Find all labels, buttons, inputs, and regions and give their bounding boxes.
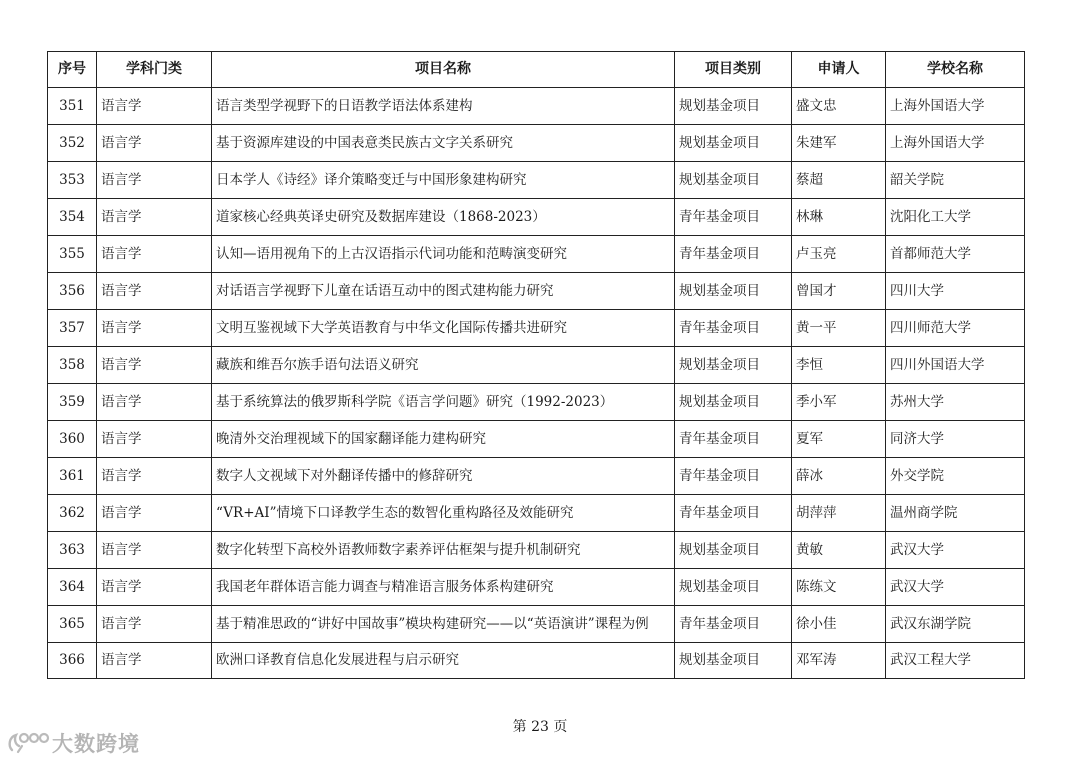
cell-project-category: 青年基金项目: [675, 606, 792, 643]
cell-project-category: 规划基金项目: [675, 569, 792, 606]
cell-project-category: 规划基金项目: [675, 532, 792, 569]
header-school: 学校名称: [886, 52, 1025, 88]
cell-project-category: 青年基金项目: [675, 458, 792, 495]
header-project-name: 项目名称: [212, 52, 675, 88]
cell-discipline: 语言学: [97, 606, 212, 643]
cell-school: 武汉东湖学院: [886, 606, 1025, 643]
cell-applicant: 薛冰: [792, 458, 886, 495]
table-row: [48, 643, 1025, 679]
cell-project-name: 语言类型学视野下的日语教学语法体系建构: [212, 88, 675, 125]
table-row: [48, 532, 1025, 569]
cell-discipline: 语言学: [97, 88, 212, 125]
brand-logo-icon: [6, 728, 50, 758]
cell-school: 苏州大学: [886, 384, 1025, 421]
cell-project-name: 基于系统算法的俄罗斯科学院《语言学问题》研究（1992-2023）: [212, 384, 675, 421]
cell-project-category: 青年基金项目: [675, 421, 792, 458]
cell-project-name: 我国老年群体语言能力调查与精准语言服务体系构建研究: [212, 569, 675, 606]
table-row: [48, 162, 1025, 199]
table-row: [48, 384, 1025, 421]
cell-applicant: 胡萍萍: [792, 495, 886, 532]
table-row: [48, 88, 1025, 125]
cell-discipline: 语言学: [97, 458, 212, 495]
cell-discipline: 语言学: [97, 125, 212, 162]
cell-serial: 359: [48, 384, 97, 421]
cell-project-name: 欧洲口译教育信息化发展进程与启示研究: [212, 643, 675, 679]
cell-school: 四川师范大学: [886, 310, 1025, 347]
cell-school: 韶关学院: [886, 162, 1025, 199]
cell-school: 上海外国语大学: [886, 88, 1025, 125]
cell-serial: 356: [48, 273, 97, 310]
header-serial: 序号: [48, 52, 97, 88]
cell-project-name: 基于精准思政的“讲好中国故事”模块构建研究——以“英语演讲”课程为例: [212, 606, 675, 643]
cell-discipline: 语言学: [97, 495, 212, 532]
cell-serial: 357: [48, 310, 97, 347]
cell-serial: 363: [48, 532, 97, 569]
cell-project-name: 数字化转型下高校外语教师数字素养评估框架与提升机制研究: [212, 532, 675, 569]
cell-applicant: 夏军: [792, 421, 886, 458]
table-row: [48, 273, 1025, 310]
cell-discipline: 语言学: [97, 273, 212, 310]
cell-project-name: 基于资源库建设的中国表意类民族古文字关系研究: [212, 125, 675, 162]
cell-discipline: 语言学: [97, 532, 212, 569]
cell-project-category: 规划基金项目: [675, 347, 792, 384]
cell-serial: 361: [48, 458, 97, 495]
cell-project-name: 日本学人《诗经》译介策略变迁与中国形象建构研究: [212, 162, 675, 199]
cell-serial: 352: [48, 125, 97, 162]
cell-serial: 358: [48, 347, 97, 384]
cell-project-name: 藏族和维吾尔族手语句法语义研究: [212, 347, 675, 384]
cell-project-category: 规划基金项目: [675, 125, 792, 162]
cell-project-category: 规划基金项目: [675, 162, 792, 199]
table-header-row: [48, 52, 1025, 88]
cell-project-category: 规划基金项目: [675, 273, 792, 310]
cell-school: 外交学院: [886, 458, 1025, 495]
cell-serial: 360: [48, 421, 97, 458]
table-row: [48, 569, 1025, 606]
header-discipline: 学科门类: [97, 52, 212, 88]
cell-discipline: 语言学: [97, 569, 212, 606]
cell-applicant: 黄敏: [792, 532, 886, 569]
cell-applicant: 陈练文: [792, 569, 886, 606]
page-number: 第 23 页: [512, 719, 568, 735]
cell-applicant: 朱建军: [792, 125, 886, 162]
cell-project-name: 文明互鉴视域下大学英语教育与中华文化国际传播共进研究: [212, 310, 675, 347]
cell-school: 同济大学: [886, 421, 1025, 458]
cell-discipline: 语言学: [97, 347, 212, 384]
cell-applicant: 徐小佳: [792, 606, 886, 643]
cell-project-category: 青年基金项目: [675, 236, 792, 273]
cell-serial: 351: [48, 88, 97, 125]
table-row: [48, 199, 1025, 236]
cell-discipline: 语言学: [97, 236, 212, 273]
table-row: [48, 606, 1025, 643]
cell-project-name: 认知—语用视角下的上古汉语指示代词功能和范畴演变研究: [212, 236, 675, 273]
cell-serial: 362: [48, 495, 97, 532]
cell-project-name: 数字人文视域下对外翻译传播中的修辞研究: [212, 458, 675, 495]
cell-serial: 355: [48, 236, 97, 273]
cell-school: 四川外国语大学: [886, 347, 1025, 384]
cell-applicant: 卢玉亮: [792, 236, 886, 273]
cell-discipline: 语言学: [97, 310, 212, 347]
cell-school: 沈阳化工大学: [886, 199, 1025, 236]
cell-serial: 354: [48, 199, 97, 236]
cell-serial: 366: [48, 643, 97, 679]
cell-school: 温州商学院: [886, 495, 1025, 532]
cell-applicant: 邓军涛: [792, 643, 886, 679]
cell-discipline: 语言学: [97, 384, 212, 421]
cell-school: 武汉工程大学: [886, 643, 1025, 679]
cell-project-category: 青年基金项目: [675, 199, 792, 236]
cell-project-category: 规划基金项目: [675, 643, 792, 679]
cell-project-category: 规划基金项目: [675, 88, 792, 125]
cell-applicant: 曾国才: [792, 273, 886, 310]
cell-project-name: 对话语言学视野下儿童在话语互动中的图式建构能力研究: [212, 273, 675, 310]
cell-discipline: 语言学: [97, 643, 212, 679]
cell-discipline: 语言学: [97, 199, 212, 236]
cell-applicant: 盛文忠: [792, 88, 886, 125]
cell-discipline: 语言学: [97, 421, 212, 458]
watermark-text: 大数跨境: [52, 732, 140, 756]
cell-school: 首都师范大学: [886, 236, 1025, 273]
cell-serial: 364: [48, 569, 97, 606]
cell-school: 四川大学: [886, 273, 1025, 310]
table-body: [48, 88, 1025, 679]
table-row: [48, 125, 1025, 162]
cell-applicant: 季小军: [792, 384, 886, 421]
cell-school: 上海外国语大学: [886, 125, 1025, 162]
cell-applicant: 林琳: [792, 199, 886, 236]
cell-school: 武汉大学: [886, 569, 1025, 606]
table-row: [48, 458, 1025, 495]
table-row: [48, 347, 1025, 384]
table-row: [48, 495, 1025, 532]
cell-project-category: 青年基金项目: [675, 310, 792, 347]
watermark: [6, 728, 140, 758]
cell-school: 武汉大学: [886, 532, 1025, 569]
project-table: [47, 51, 1025, 679]
cell-applicant: 蔡超: [792, 162, 886, 199]
cell-project-category: 青年基金项目: [675, 495, 792, 532]
header-applicant: 申请人: [792, 52, 886, 88]
cell-project-category: 规划基金项目: [675, 384, 792, 421]
cell-discipline: 语言学: [97, 162, 212, 199]
table-row: [48, 421, 1025, 458]
cell-project-name: 道家核心经典英译史研究及数据库建设（1868-2023）: [212, 199, 675, 236]
table-row: [48, 236, 1025, 273]
cell-applicant: 李恒: [792, 347, 886, 384]
table-row: [48, 310, 1025, 347]
cell-serial: 353: [48, 162, 97, 199]
cell-project-name: 晚清外交治理视域下的国家翻译能力建构研究: [212, 421, 675, 458]
cell-project-name: “VR+AI”情境下口译教学生态的数智化重构路径及效能研究: [212, 495, 675, 532]
cell-applicant: 黄一平: [792, 310, 886, 347]
cell-serial: 365: [48, 606, 97, 643]
header-project-category: 项目类别: [675, 52, 792, 88]
